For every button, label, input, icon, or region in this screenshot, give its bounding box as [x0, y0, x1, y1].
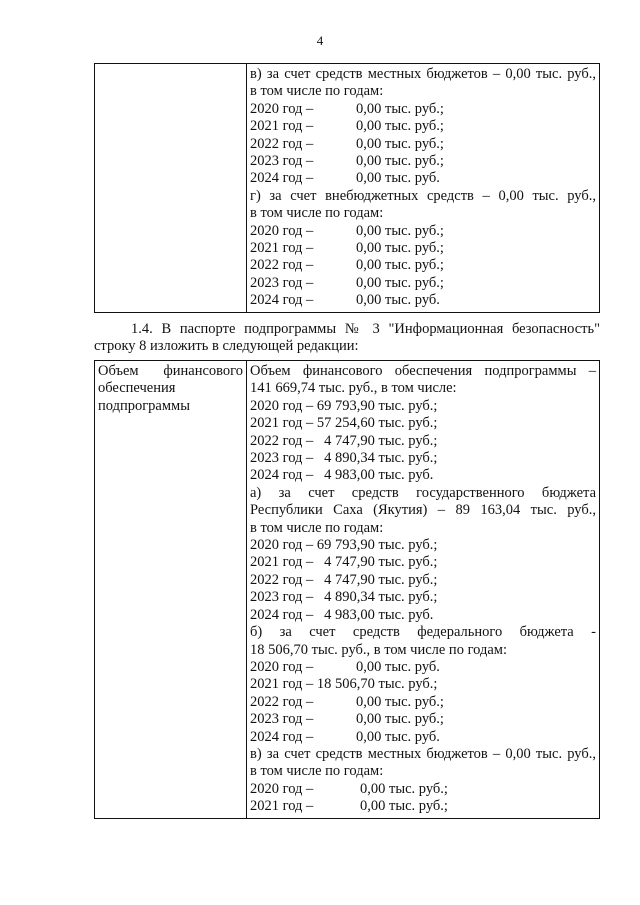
text-line: 2023 год – 4 890,34 тыс. руб.; — [250, 450, 438, 467]
year-label: 2020 год – — [250, 780, 314, 797]
amount-value: 0,00 тыс. руб.; — [360, 780, 448, 797]
page-number: 4 — [316, 33, 324, 48]
year-amount-line — [250, 694, 596, 711]
year-amount-line — [250, 729, 596, 746]
year-amount-line — [250, 223, 596, 240]
year-label: 2023 год – — [250, 153, 314, 170]
year-amount-line — [250, 153, 596, 170]
text-line: 141 669,74 тыс. руб., в том числе: — [250, 380, 457, 397]
year-label: 2020 год – — [250, 222, 314, 239]
text-line: 18 506,70 тыс. руб., в том числе по годам: — [250, 641, 508, 658]
year-amount-line — [250, 136, 596, 153]
year-label: 2023 год – — [250, 711, 314, 728]
year-amount-line — [250, 798, 596, 815]
year-amount-line — [250, 659, 596, 676]
text-line: в том числе по годам: — [250, 763, 384, 780]
amount-value: 0,00 тыс. руб.; — [360, 798, 448, 815]
year-amount-line — [250, 711, 596, 728]
amount-value: 0,00 тыс. руб.; — [356, 153, 444, 170]
text-line: б) за счет средств федерального бюджета - — [250, 624, 596, 641]
text-line: в том числе по годам: — [250, 205, 384, 222]
text-line: 2020 год – 69 793,90 тыс. руб.; — [250, 537, 438, 554]
year-amount-line — [250, 781, 596, 798]
text-line: 2024 год – 4 983,00 тыс. руб. — [250, 467, 434, 484]
text-line: в том числе по годам: — [250, 83, 384, 100]
text-line: а) за счет средств государственного бюджета — [250, 484, 596, 501]
text-line: в) за счет средств местных бюджетов – 0,00 тыс. руб., — [250, 745, 596, 762]
text-line: 2020 год – 69 793,90 тыс. руб.; — [250, 397, 438, 414]
amount-value: 0,00 тыс. руб.; — [356, 100, 444, 117]
year-label: 2023 год – — [250, 274, 314, 291]
text-line: г) за счет внебюджетных средств – 0,00 тыс. руб., — [250, 187, 596, 204]
amount-value: 0,00 тыс. руб. — [356, 170, 440, 187]
amount-value: 0,00 тыс. руб.; — [356, 135, 444, 152]
year-amount-line — [250, 240, 596, 257]
year-amount-line — [250, 170, 596, 187]
year-label: 2024 год – — [250, 728, 314, 745]
amount-value: 0,00 тыс. руб.; — [356, 693, 444, 710]
year-label: 2022 год – — [250, 693, 314, 710]
table-row — [95, 64, 600, 313]
year-amount-line — [250, 257, 596, 274]
row-label-line: обеспечения — [98, 380, 176, 397]
funding-table-subprogram-3 — [94, 360, 600, 819]
year-label: 2021 год – — [250, 240, 314, 257]
table-row — [95, 361, 600, 819]
funding-details-cell — [247, 361, 600, 819]
text-line: Республики Саха (Якутия) – 89 163,04 тыс. руб., — [250, 502, 596, 519]
amount-value: 0,00 тыс. руб. — [356, 292, 440, 309]
empty-label-cell — [95, 64, 247, 313]
amount-value: 0,00 тыс. руб.; — [356, 118, 444, 135]
year-label: 2021 год – — [250, 118, 314, 135]
amount-value: 0,00 тыс. руб. — [356, 728, 440, 745]
year-label: 2024 год – — [250, 170, 314, 187]
amount-value: 0,00 тыс. руб.; — [356, 222, 444, 239]
funding-details-cell — [247, 64, 600, 313]
row-label-line: подпрограммы — [98, 397, 190, 414]
amount-value: 0,00 тыс. руб.; — [356, 274, 444, 291]
text-line: 2022 год – 4 747,90 тыс. руб.; — [250, 432, 438, 449]
text-line: Объем финансового обеспечения подпрограммы – — [250, 363, 596, 379]
amount-value: 0,00 тыс. руб. — [356, 658, 440, 675]
amendment-paragraph — [94, 321, 600, 355]
text-line: 2024 год – 4 983,00 тыс. руб. — [250, 606, 434, 623]
text-line: в том числе по годам: — [250, 519, 384, 536]
amount-value: 0,00 тыс. руб.; — [356, 240, 444, 257]
year-amount-line — [250, 118, 596, 135]
year-label: 2020 год – — [250, 658, 314, 675]
year-label: 2022 год – — [250, 135, 314, 152]
row-label-line: Объем финансового — [98, 363, 243, 379]
paragraph-line: строку 8 изложить в следующей редакции: — [94, 338, 359, 354]
text-line: 2022 год – 4 747,90 тыс. руб.; — [250, 571, 438, 588]
year-label: 2021 год – — [250, 798, 314, 815]
paragraph-line: 1.4. В паспорте подпрограммы № 3 "Информационная безопасность" — [131, 321, 600, 337]
year-amount-line — [250, 292, 596, 309]
year-amount-line — [250, 275, 596, 292]
funding-table-continuation — [94, 63, 600, 313]
text-line: в) за счет средств местных бюджетов – 0,00 тыс. руб., — [250, 66, 596, 82]
amount-value: 0,00 тыс. руб.; — [356, 257, 444, 274]
text-line: 2021 год – 4 747,90 тыс. руб.; — [250, 554, 438, 571]
year-label: 2024 год – — [250, 292, 314, 309]
text-line: 2021 год – 57 254,60 тыс. руб.; — [250, 415, 438, 432]
year-label: 2022 год – — [250, 257, 314, 274]
text-line: 2023 год – 4 890,34 тыс. руб.; — [250, 589, 438, 606]
amount-value: 0,00 тыс. руб.; — [356, 711, 444, 728]
year-amount-line — [250, 101, 596, 118]
text-line: 2021 год – 18 506,70 тыс. руб.; — [250, 676, 438, 693]
year-label: 2020 год – — [250, 100, 314, 117]
row-label-cell — [95, 361, 247, 819]
